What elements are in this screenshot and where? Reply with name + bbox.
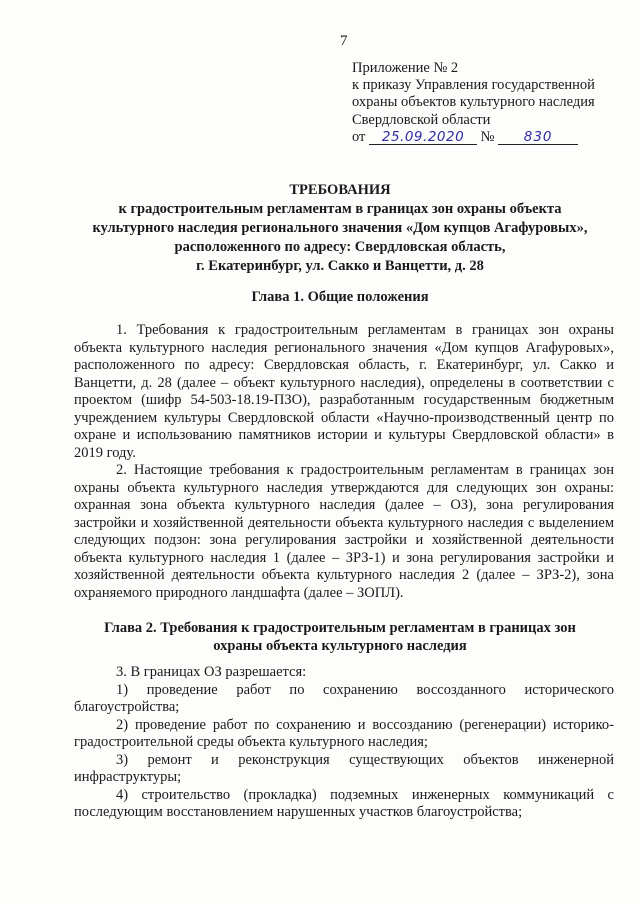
handwritten-date: 25.09.2020	[369, 130, 477, 145]
list-item: 4) строительство (прокладка) подземных инженерных коммуникаций с последующим восстановлением нарушенных участков благоустройства;	[74, 786, 614, 820]
page-number: 7	[340, 33, 348, 49]
appendix-block	[352, 60, 595, 146]
appendix-line: Приложение № 2	[352, 60, 459, 76]
title-line: к градостроительным регламентам в границах зон охраны объекта	[118, 201, 562, 217]
chapter-1-body	[74, 322, 614, 602]
title-line: г. Екатеринбург, ул. Сакко и Ванцетти, д. 28	[196, 258, 484, 274]
number-label: №	[480, 128, 495, 145]
handwritten-number: 830	[498, 130, 578, 145]
order-date-number-row	[352, 129, 595, 146]
appendix-line: Свердловской области	[352, 111, 491, 128]
paragraph: 2. Настоящие требования к градостроительным регламентам в границах зон охраны объекта культурного наследия утверждаются для следующих зон охраны: охранная зона объекта культурного наследия (далее – ОЗ), зона регулирования застройки и хозяйственной деятельности объекта культурного наследия с выделением следующих подзон: зона регулирования застройки и хозяйственной деятельности объекта культурного наследия 1 (далее – ЗРЗ-1) и зона регулирования застройки и хозяйственной деятельности объекта культурного наследия 2 (далее – ЗРЗ-2), зона охраняемого природного ландшафта (далее – ЗОПЛ).	[74, 462, 614, 601]
chapter-2-body	[74, 664, 614, 822]
document-title	[60, 181, 620, 276]
appendix-line: охраны объектов культурного наследия	[352, 94, 595, 111]
chapter-2-title	[60, 619, 620, 655]
from-label: от	[352, 128, 366, 145]
title-line: культурного наследия регионального значения «Дом купцов Агафуровых»,	[92, 220, 588, 236]
title-line: расположенного по адресу: Свердловская область,	[174, 239, 506, 255]
title-heading: ТРЕБОВАНИЯ	[289, 182, 391, 198]
chapter-2-title-line: Глава 2. Требования к градостроительным регламентам в границах зон	[104, 620, 576, 636]
chapter-2-title-line: охраны объекта культурного наследия	[213, 638, 467, 654]
chapter-1-title: Глава 1. Общие положения	[251, 289, 429, 305]
list-item: 1) проведение работ по сохранению воссозданного исторического благоустройства;	[74, 681, 614, 715]
list-item: 3) ремонт и реконструкция существующих объектов инженерной инфраструктуры;	[74, 751, 614, 785]
section-lead: 3. В границах ОЗ разрешается:	[116, 664, 307, 680]
list-item: 2) проведение работ по сохранению и воссозданию (регенерации) историко-градостроительной среды объекта культурного наследия;	[74, 716, 614, 750]
paragraph: 1. Требования к градостроительным регламентам в границах зон охраны объекта культурного наследия регионального значения «Дом купцов Агафуровых», расположенного по адресу: Свердловская область, г. Екатеринбург, ул. Сакко и Ванцетти, д. 28 (далее – объект культурного наследия), определены в соответствии с проектом (шифр 54-503-18.19-ПЗО), разработанным государственным бюджетным учреждением культуры Свердловской области «Научно-производственный центр по охране и использованию памятников истории и культуры Свердловской области» в 2019 году.	[74, 322, 614, 461]
appendix-line: к приказу Управления государственной	[352, 77, 595, 94]
